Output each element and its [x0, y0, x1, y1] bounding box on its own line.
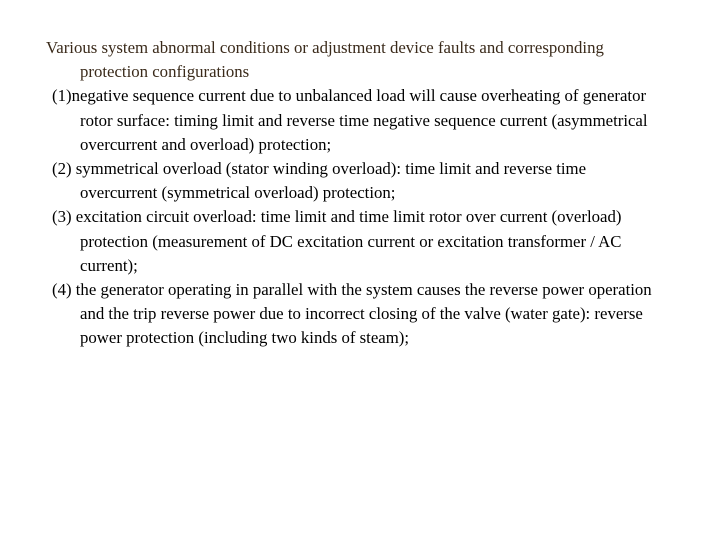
slide-heading: Various system abnormal conditions or adjustment device faults and corresponding protection configurations: [46, 38, 604, 82]
slide-content: [46, 36, 666, 351]
list-item-1: (1)negative sequence current due to unbalanced load will cause overheating of generator rotor surface: timing limit and reverse time negative sequence current (asymmetrical overcurrent and overload) protection;: [52, 86, 648, 154]
list-item-3: (3) excitation circuit overload: time limit and time limit rotor over current (overload) protection (measurement of DC excitation current or excitation transformer / AC current);: [52, 207, 622, 275]
list-item-2: (2) symmetrical overload (stator winding overload): time limit and reverse time overcurrent (symmetrical overload) protection;: [52, 159, 587, 203]
list-item-4: (4) the generator operating in parallel with the system causes the reverse power operation and the trip reverse power due to incorrect closing of the valve (water gate): reverse power protection (including two kinds of steam);: [52, 280, 652, 348]
